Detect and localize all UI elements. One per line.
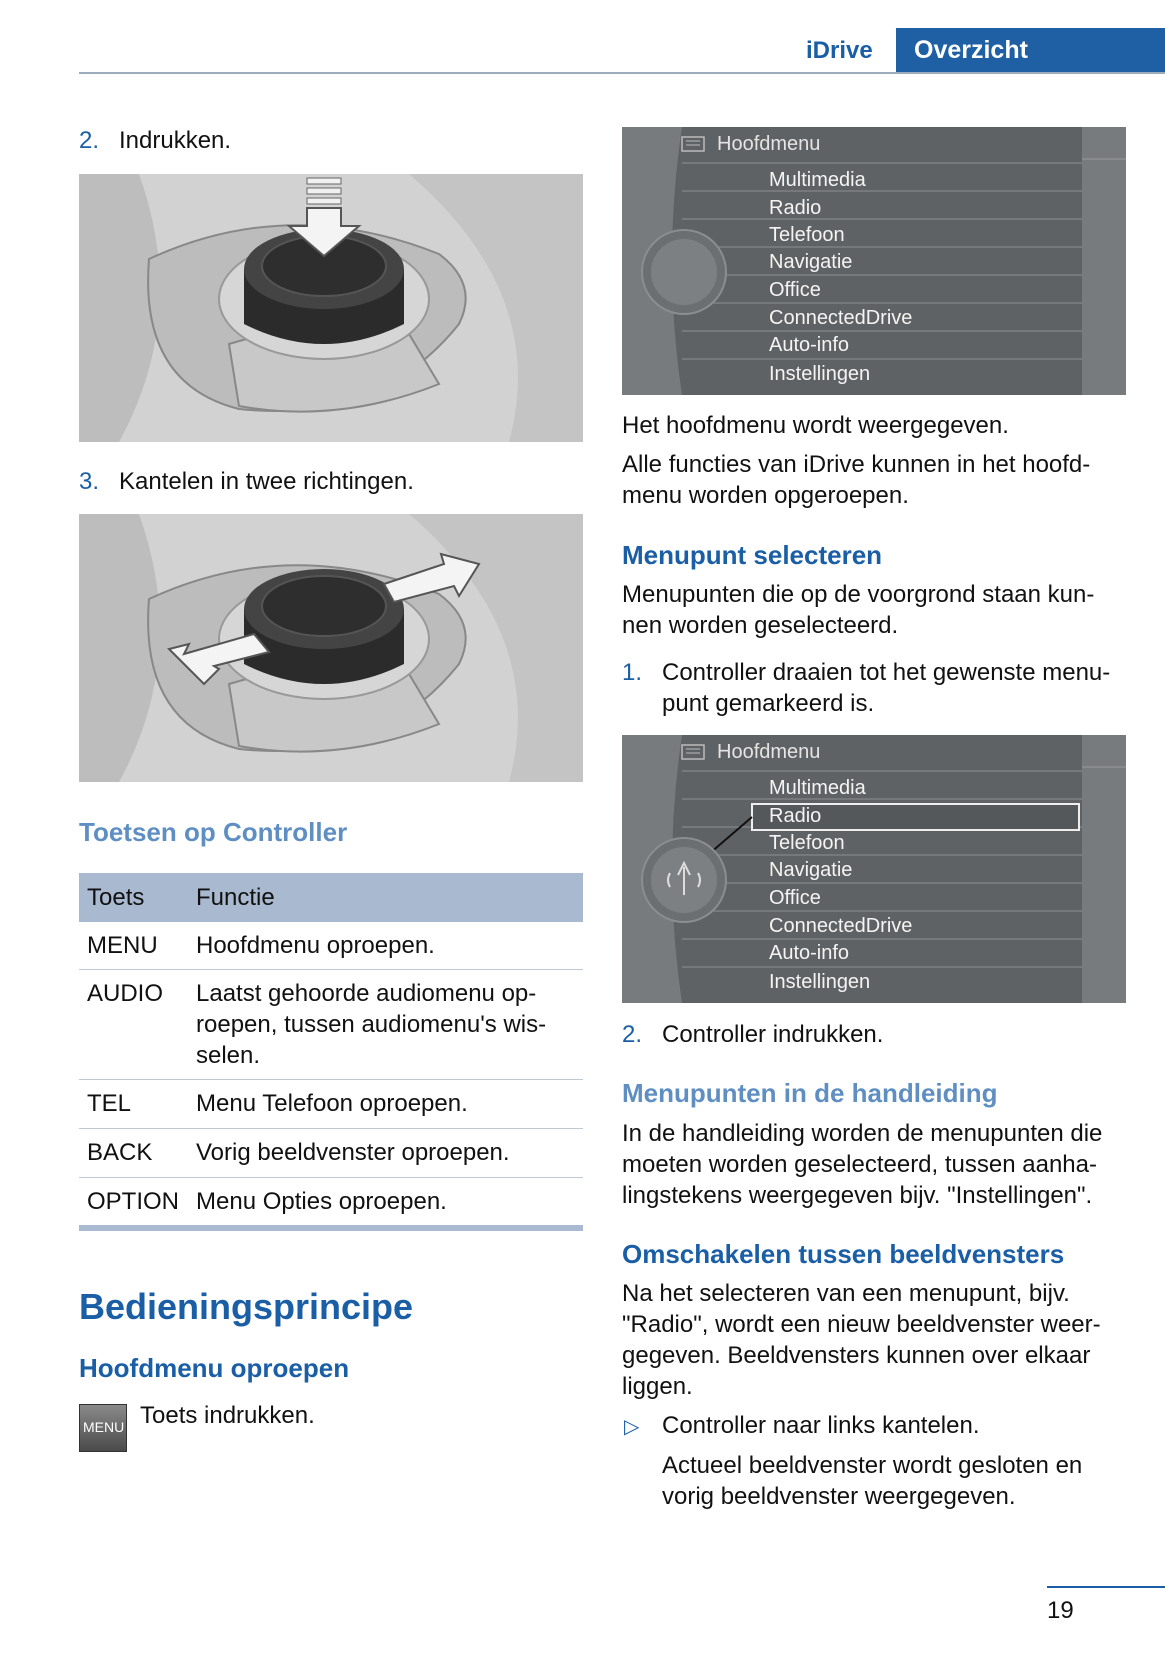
table-header-cell: Toets [87,884,145,911]
idrive-main-menu-screen [622,127,1126,395]
manual-heading: Menupunten in de handleiding [622,1078,998,1108]
select-heading: Menupunt selecteren [622,540,883,570]
menu-item-instellingen: Instellingen [769,971,871,993]
paragraph-line: moeten worden geselecteerd, tussen aanha- [622,1151,1097,1178]
idrive-selection-screen [622,735,1126,1003]
header-rule [79,72,1165,74]
table-row [79,922,583,970]
table-key-cell: MENU [87,932,158,959]
table-bottom-rule [79,1225,583,1231]
bullet-triangle-icon: ▷ [624,1416,640,1438]
paragraph-line: Alle functies van iDrive kunnen in het hoofd- [622,451,1091,478]
controller-tilt-illustration [79,514,583,782]
menu-item-office: Office [769,279,821,301]
table-function-cell: Laatst gehoorde audiomenu op- [196,980,537,1007]
step-text: Controller draaien tot het gewenste menu- [662,659,1111,686]
bullet-text: Controller naar links kantelen. [662,1412,980,1439]
page-number: 19 [1047,1597,1074,1624]
paragraph-line: gegeven. Beeldvensters kunnen over elkaar [622,1342,1091,1369]
table-key-cell: AUDIO [87,980,164,1007]
menu-item-connecteddrive: ConnectedDrive [769,915,913,937]
paragraph-line: lingstekens weergegeven bijv. "Instellingen". [622,1182,1093,1209]
step-text: punt gemarkeerd is. [662,690,875,717]
paragraph-line: nen worden geselecteerd. [622,612,899,639]
keys-heading: Toetsen op Controller [79,817,348,847]
menu-item-auto-info: Auto-info [769,942,850,964]
principle-heading: Bedieningsprincipe [79,1286,414,1327]
table-header [79,873,583,922]
table-key-cell: BACK [87,1139,153,1166]
menu-item-multimedia: Multimedia [769,169,866,191]
step-number: 1. [622,659,643,686]
screen-title: Hoofdmenu [717,741,821,763]
table-row [79,1178,583,1225]
table-key-cell: TEL [87,1090,132,1117]
table-function-cell: Hoofdmenu oproepen. [196,932,435,959]
step-number: 2. [79,127,100,154]
menu-item-telefoon: Telefoon [769,224,845,246]
menu-item-connecteddrive: ConnectedDrive [769,307,913,329]
table-function-cell: Menu Telefoon oproepen. [196,1090,468,1117]
step-text: Controller indrukken. [662,1021,884,1048]
step-text: Indrukken. [119,127,232,154]
keys-table [79,873,583,1231]
paragraph-line: Menupunten die op de voorgrond staan kun- [622,581,1095,608]
menu-item-instellingen: Instellingen [769,363,871,385]
footer-rule [1047,1586,1165,1588]
table-key-cell: OPTION [87,1188,180,1215]
table-row [79,970,583,1080]
menu-key-label: MENU [83,1419,125,1435]
header-section: iDrive [806,37,873,64]
table-function-cell: selen. [196,1042,261,1069]
paragraph-line: In de handleiding worden de menupunten die [622,1120,1103,1147]
step-number: 3. [79,468,100,495]
screen-title: Hoofdmenu [717,133,821,155]
step-text: Kantelen in twee richtingen. [119,468,414,495]
mainmenu-heading: Hoofdmenu oproepen [79,1353,350,1383]
menu-item-office: Office [769,887,821,909]
table-function-cell: Vorig beeldvenster oproepen. [196,1139,510,1166]
paragraph-line: Actueel beeldvenster wordt gesloten en [662,1452,1083,1479]
menu-item-navigatie: Navigatie [769,251,853,273]
table-header-cell: Functie [196,884,275,911]
paragraph-line: liggen. [622,1373,693,1400]
switch-heading: Omschakelen tussen beeldvensters [622,1239,1065,1269]
menu-item-radio: Radio [769,197,822,219]
press-key-text: Toets indrukken. [140,1402,315,1429]
menu-item-telefoon: Telefoon [769,832,845,854]
header-chapter: Overzicht [914,36,1028,64]
table-row [79,1080,583,1129]
menu-item-radio-highlighted: Radio [769,805,822,827]
paragraph-line: Na het selecteren van een menupunt, bijv. [622,1280,1070,1307]
table-function-cell: roepen, tussen audiomenu's wis- [196,1011,547,1038]
paragraph-line: menu worden opgeroepen. [622,482,909,509]
menu-key-icon [79,1404,127,1452]
menu-item-multimedia: Multimedia [769,777,866,799]
table-function-cell: Menu Opties oproepen. [196,1188,447,1215]
menu-item-navigatie: Navigatie [769,859,853,881]
step-number: 2. [622,1021,643,1048]
table-row [79,1129,583,1178]
controller-press-illustration [79,174,583,442]
paragraph-line: "Radio", wordt een nieuw beeldvenster weer- [622,1311,1101,1338]
menu-item-auto-info: Auto-info [769,334,850,356]
paragraph-line: vorig beeldvenster weergegeven. [662,1483,1016,1510]
paragraph: Het hoofdmenu wordt weergegeven. [622,412,1009,439]
